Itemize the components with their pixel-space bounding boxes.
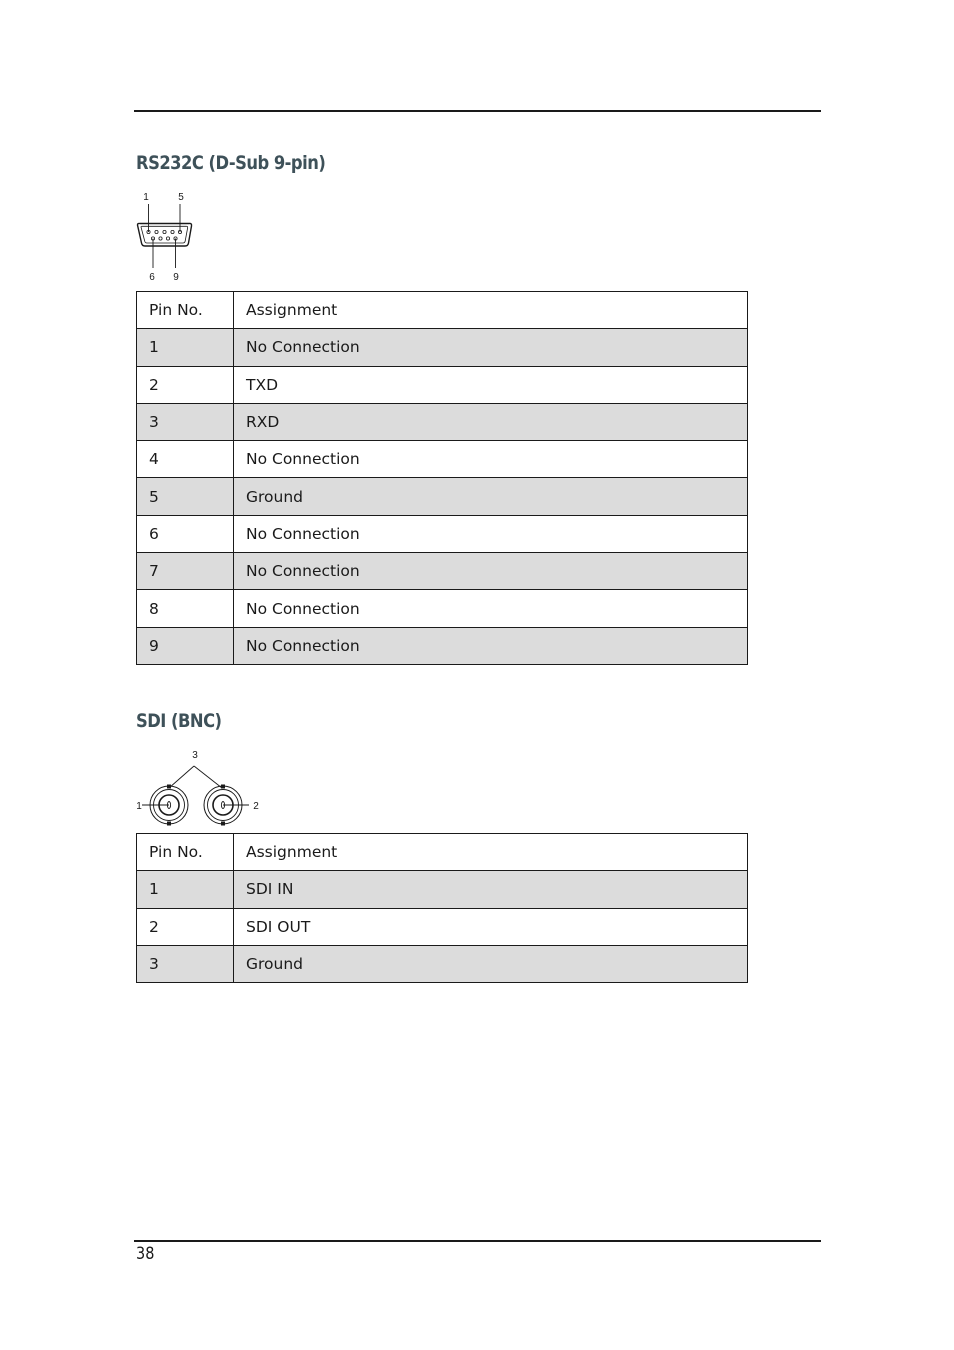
sdi-section-title: SDI (BNC) — [136, 710, 222, 732]
pin-cell: 6 — [137, 515, 234, 552]
table-row — [137, 553, 748, 590]
dsub-9pin-connector-diagram — [134, 188, 198, 288]
table-row — [137, 478, 748, 515]
assignment-cell: RXD — [234, 403, 748, 440]
table-header-row — [137, 834, 748, 871]
pin-cell: 2 — [137, 908, 234, 945]
assignment-cell: TXD — [234, 366, 748, 403]
pin-cell: 4 — [137, 441, 234, 478]
rs232-pin-table — [136, 291, 748, 665]
assignment-cell: No Connection — [234, 553, 748, 590]
dsub-label-pin-9: 9 — [173, 272, 179, 283]
table-row — [137, 366, 748, 403]
pin-cell: 3 — [137, 403, 234, 440]
bnc-label-in: 1 — [136, 801, 142, 812]
pin-cell: 7 — [137, 553, 234, 590]
assignment-cell: SDI IN — [234, 871, 748, 908]
assignment-cell: Ground — [234, 945, 748, 982]
table-row — [137, 329, 748, 366]
column-header-pin: Pin No. — [137, 834, 234, 871]
table-row — [137, 945, 748, 982]
assignment-cell: No Connection — [234, 441, 748, 478]
column-header-pin: Pin No. — [137, 292, 234, 329]
column-header-assignment: Assignment — [234, 834, 748, 871]
table-row — [137, 627, 748, 664]
pin-cell: 5 — [137, 478, 234, 515]
pin-cell: 2 — [137, 366, 234, 403]
table-row — [137, 515, 748, 552]
pin-cell: 3 — [137, 945, 234, 982]
bnc-connector-diagram — [134, 745, 274, 835]
assignment-cell: Ground — [234, 478, 748, 515]
dsub-label-pin-1: 1 — [143, 192, 149, 203]
rs232-section-title: RS232C (D-Sub 9-pin) — [136, 152, 326, 174]
table-row — [137, 871, 748, 908]
table-row — [137, 590, 748, 627]
dsub-pin-holes — [147, 230, 182, 240]
page-number: 38 — [136, 1244, 155, 1264]
assignment-cell: No Connection — [234, 515, 748, 552]
pin-cell: 1 — [137, 871, 234, 908]
column-header-assignment: Assignment — [234, 292, 748, 329]
pin-cell: 9 — [137, 627, 234, 664]
assignment-cell: No Connection — [234, 627, 748, 664]
dsub-label-pin-6: 6 — [149, 272, 155, 283]
dsub-label-pin-5: 5 — [178, 192, 184, 203]
table-header-row — [137, 292, 748, 329]
header-rule — [134, 110, 821, 112]
pin-cell: 8 — [137, 590, 234, 627]
assignment-cell: No Connection — [234, 590, 748, 627]
footer-rule — [134, 1240, 821, 1242]
table-row — [137, 403, 748, 440]
pin-cell: 1 — [137, 329, 234, 366]
bnc-label-ground: 3 — [192, 750, 198, 761]
table-row — [137, 908, 748, 945]
assignment-cell: No Connection — [234, 329, 748, 366]
assignment-cell: SDI OUT — [234, 908, 748, 945]
sdi-pin-table — [136, 833, 748, 983]
bnc-label-out: 2 — [253, 801, 259, 812]
table-row — [137, 441, 748, 478]
